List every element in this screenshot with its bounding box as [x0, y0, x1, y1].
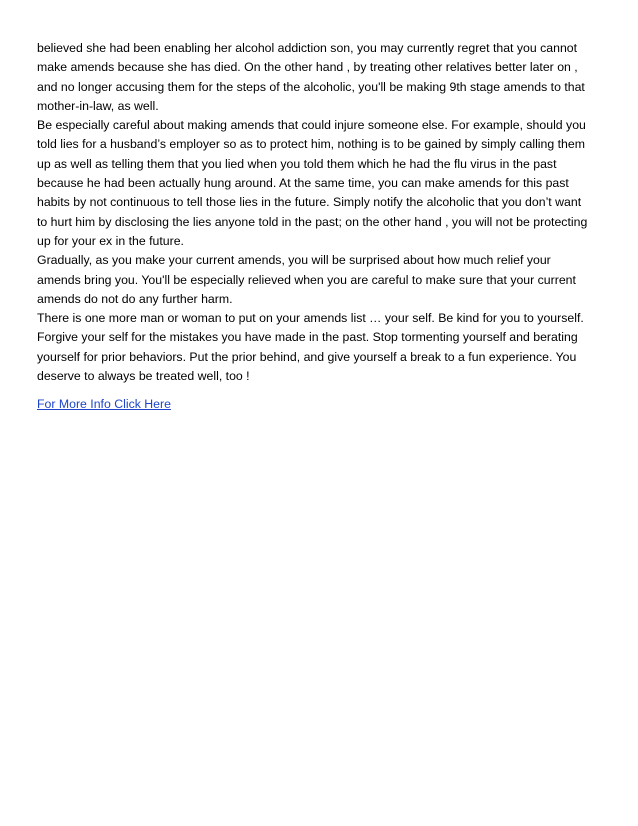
text-line: yourself for prior behaviors. Put the prior behind, and give yourself a break to a fun experience. You [37, 349, 577, 364]
text-line: amends bring you. You'll be especially relieved when you are careful to make sure that your current [37, 272, 576, 287]
paragraph-3 [37, 251, 605, 309]
document-body [37, 39, 605, 415]
text-line: make amends because she has died. On the other hand , by treating other relatives better later on , [37, 60, 578, 75]
text-line: There is one more man or woman to put on your amends list … your self. Be kind for you to yourself. [37, 311, 584, 326]
link-container [37, 395, 605, 414]
text-line: mother-in-law, as well. [37, 98, 159, 113]
text-line: Gradually, as you make your current amends, you will be surprised about how much relief your [37, 253, 551, 268]
paragraph-2 [37, 116, 605, 251]
paragraph-4 [37, 309, 605, 386]
text-line: and no longer accusing them for the steps of the alcoholic, you'll be making 9th stage amends to that [37, 79, 585, 94]
text-line: told lies for a husband’s employer so as to protect him, nothing is to be gained by simply calling them [37, 137, 585, 152]
text-line: up for your ex in the future. [37, 233, 184, 248]
text-line: deserve to always be treated well, too ! [37, 369, 250, 384]
text-line: amends do not do any further harm. [37, 291, 233, 306]
text-line: habits by not continuous to tell those lies in the future. Simply notify the alcoholic that you don’t want [37, 195, 582, 210]
text-line: to hurt him by disclosing the lies anyone told in the past; on the other hand , you will not be protecting [37, 214, 588, 229]
text-line: Forgive your self for the mistakes you have made in the past. Stop tormenting yourself and berating [37, 330, 578, 345]
text-line: Be especially careful about making amends that could injure someone else. For example, should you [37, 118, 586, 133]
paragraph-1 [37, 39, 605, 116]
more-info-link[interactable]: For More Info Click Here [37, 397, 171, 412]
text-line: believed she had been enabling her alcohol addiction son, you may currently regret that you cannot [37, 41, 578, 55]
text-line: because he had been actually hung around. At the same time, you can make amends for this past [37, 176, 569, 191]
text-line: up as well as telling them that you lied when you told them which he had the flu virus in the past [37, 156, 557, 171]
